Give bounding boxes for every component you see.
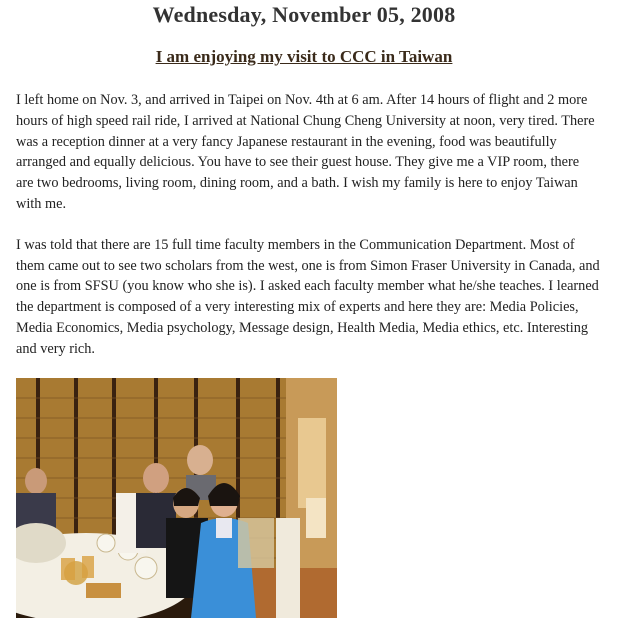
dinner-photo-image — [16, 378, 337, 618]
post-date-header: Wednesday, November 05, 2008 — [152, 2, 456, 27]
post-paragraph-1: I left home on Nov. 3, and arrived in Taipei on Nov. 4th at 6 am. After 14 hours of flight and 2 more hours of high speed rail ride, I arrived at National Chung Cheng University at noon, very tired. There was a reception dinner at a very fancy Japanese restaurant in the evening, food was beautifully arranged and equally delicious. You have to see their guest house. They give me a VIP room, there are two bedrooms, living room, dining room, and a bath. I wish my family is here to enjoy Taiwan with me. — [16, 92, 595, 212]
post-title-link[interactable]: I am enjoying my visit to CCC in Taiwan — [155, 47, 453, 66]
post-paragraph-2: I was told that there are 15 full time faculty members in the Communication Department. Most of them came out to see two scholars from the west, one is from Simon Fraser University in Canada, and one is from SFSU (you know who she is). I asked each faculty member what he/she teaches. I learned the department is composed of a very interesting mix of experts and here they are: Media Policies, Media Economics, Media psychology, Message design, Health Media, Media ethics, etc. Interesting and very rich. — [16, 236, 600, 357]
post-title — [0, 47, 608, 67]
post-body — [16, 90, 600, 380]
dinner-photo[interactable] — [16, 378, 337, 618]
